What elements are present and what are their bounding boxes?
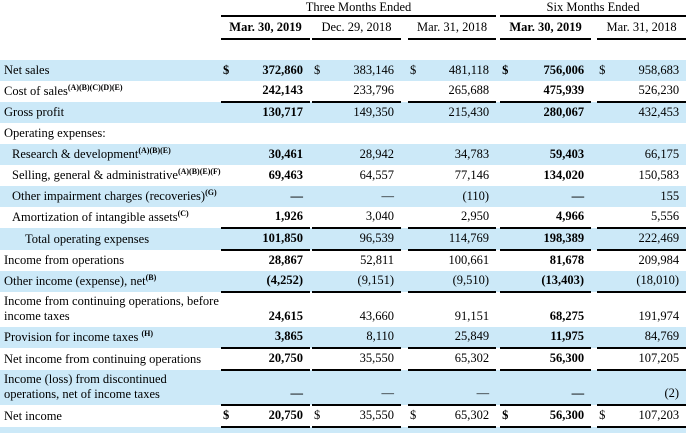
row-label: Income (loss) from discontinued operations, net of income taxes — [4, 372, 167, 401]
value-text: 130,717 — [262, 105, 303, 119]
cell-value — [500, 60, 591, 81]
column-gap — [401, 165, 408, 186]
table-row — [0, 207, 686, 228]
cell-value — [221, 207, 310, 228]
cell-value — [221, 405, 310, 427]
column-gap — [401, 16, 408, 39]
cell-value — [221, 370, 310, 405]
table-row — [0, 81, 686, 102]
table-row — [0, 228, 686, 250]
group-header-six-months: Six Months Ended — [500, 0, 686, 16]
value-text: 77,146 — [454, 168, 490, 182]
value-text: (4,252) — [266, 273, 303, 287]
cell-value — [408, 123, 496, 144]
table-row — [0, 271, 686, 292]
value-text: 150,583 — [638, 168, 680, 182]
dollar-sign: $ — [314, 408, 321, 422]
cell-value — [500, 370, 591, 405]
value-text: 65,302 — [454, 351, 490, 365]
value-text: 526,230 — [638, 83, 680, 97]
value-text: 209,984 — [638, 253, 680, 267]
cell-value — [221, 60, 310, 81]
dollar-sign: $ — [599, 63, 606, 77]
cell-value — [312, 207, 401, 228]
table-row — [0, 144, 686, 165]
cell-value — [312, 370, 401, 405]
value-text: 475,939 — [543, 83, 585, 97]
value-text: 134,020 — [543, 168, 585, 182]
corner-cell — [0, 16, 221, 39]
footnote-ref: (A)(B)(E) — [138, 145, 171, 155]
value-text: 149,350 — [353, 105, 394, 119]
column-gap — [401, 123, 408, 144]
value-text: 100,661 — [448, 253, 490, 267]
cell-value — [597, 60, 686, 81]
value-text: 432,453 — [638, 105, 680, 119]
column-gap — [401, 228, 408, 250]
value-text: — — [571, 189, 585, 203]
value-text: 52,811 — [360, 253, 394, 267]
value-text: 114,769 — [448, 231, 490, 245]
group-header-three-months: Three Months Ended — [221, 0, 496, 16]
cell-value — [597, 165, 686, 186]
value-text: 91,151 — [454, 309, 490, 323]
value-text: 81,678 — [549, 253, 585, 267]
cell-value — [597, 102, 686, 123]
cell-value — [597, 250, 686, 271]
cell-value — [500, 327, 591, 348]
value-text: — — [571, 386, 585, 400]
column-gap — [401, 405, 408, 427]
cell-value — [408, 186, 496, 207]
cell-value — [500, 228, 591, 250]
cell-value — [312, 405, 401, 427]
value-text: — — [381, 189, 394, 203]
cell-value — [312, 165, 401, 186]
cell-value — [312, 60, 401, 81]
cell-value — [500, 292, 591, 327]
cell-value — [500, 102, 591, 123]
value-text: 215,430 — [448, 105, 490, 119]
cell-value — [221, 102, 310, 123]
value-text: 65,302 — [454, 408, 490, 422]
value-text: 383,146 — [353, 63, 394, 77]
dollar-sign: $ — [410, 408, 417, 422]
dollar-sign: $ — [599, 408, 606, 422]
dollar-sign: $ — [410, 63, 417, 77]
footnote-ref: (C) — [177, 208, 189, 218]
value-text: 56,300 — [549, 351, 585, 365]
cell-value — [312, 271, 401, 292]
cell-value — [221, 165, 310, 186]
value-text: 280,067 — [543, 105, 585, 119]
value-text: 84,769 — [644, 329, 680, 343]
cell-value — [408, 405, 496, 427]
cell-value — [408, 348, 496, 370]
cell-value — [312, 292, 401, 327]
row-label: Other impairment charges (recoveries)$^{(G)}$ — [12, 187, 217, 203]
cell-value — [500, 271, 591, 292]
value-text: 198,389 — [543, 231, 585, 245]
cell-value — [408, 102, 496, 123]
cell-value — [312, 348, 401, 370]
cell-value — [408, 370, 496, 405]
footnote-ref: (B) — [145, 272, 157, 282]
dollar-sign: $ — [502, 408, 509, 422]
dollar-sign: $ — [314, 63, 321, 77]
value-text: 3,865 — [274, 329, 303, 343]
column-gap — [401, 144, 408, 165]
value-text: 1,926 — [274, 209, 303, 223]
value-text: 11,975 — [550, 329, 585, 343]
cell-value — [597, 186, 686, 207]
column-gap — [401, 271, 408, 292]
value-text: 35,550 — [359, 408, 394, 422]
cell-value — [408, 81, 496, 102]
cell-value — [500, 81, 591, 102]
footnote-ref: (H) — [141, 328, 154, 338]
table-row — [0, 60, 686, 81]
column-gap — [401, 207, 408, 228]
row-label: Total operating expenses — [25, 232, 150, 246]
row-label: Amortization of intangible assets$^{(C)}$ — [12, 208, 189, 224]
value-text: (13,403) — [541, 273, 585, 287]
value-text: 756,006 — [543, 63, 585, 77]
cell-value — [500, 186, 591, 207]
column-gap — [401, 348, 408, 370]
cell-value — [408, 292, 496, 327]
value-text: 30,461 — [268, 147, 303, 161]
value-text: 28,867 — [268, 253, 303, 267]
cell-value — [312, 123, 401, 144]
spacer-row — [0, 39, 686, 60]
value-text: 28,942 — [359, 147, 394, 161]
cell-value — [312, 327, 401, 348]
cell-value — [597, 144, 686, 165]
row-label: Selling, general & administrative$^{(A)(B)(E)(F)}$ — [12, 166, 221, 182]
bottom-stripe — [0, 427, 686, 433]
column-gap — [401, 292, 408, 327]
column-gap — [401, 370, 408, 405]
value-text: (110) — [462, 189, 490, 203]
table-row — [0, 102, 686, 123]
cell-value — [597, 123, 686, 144]
value-text: 2,950 — [460, 209, 490, 223]
column-gap — [401, 250, 408, 271]
value-text: 101,850 — [262, 231, 303, 245]
cell-value — [312, 81, 401, 102]
value-text: 222,469 — [638, 231, 680, 245]
cell-value — [221, 81, 310, 102]
row-label: Net income from continuing operations — [4, 352, 202, 366]
table-row — [0, 186, 686, 207]
value-text: — — [476, 386, 490, 400]
cell-value — [597, 271, 686, 292]
date-header-row — [0, 16, 686, 39]
table-row — [0, 405, 686, 427]
cell-value — [597, 370, 686, 405]
cell-value — [408, 207, 496, 228]
value-text: — — [290, 189, 303, 203]
column-gap — [401, 327, 408, 348]
cell-value — [312, 250, 401, 271]
value-text: 372,860 — [262, 63, 303, 77]
value-text: 34,783 — [454, 147, 490, 161]
value-text: 155 — [660, 189, 680, 203]
date-header-q2-2018: Mar. 31, 2018 — [408, 16, 496, 39]
cell-value — [221, 186, 310, 207]
cell-value — [408, 144, 496, 165]
column-gap — [401, 81, 408, 102]
value-text: 233,796 — [353, 83, 394, 97]
column-gap — [401, 186, 408, 207]
cell-value — [408, 165, 496, 186]
value-text: (9,151) — [357, 273, 394, 287]
value-text: 4,966 — [555, 209, 585, 223]
table-row — [0, 327, 686, 348]
table-row — [0, 165, 686, 186]
period-group-header-row — [0, 0, 686, 16]
value-text: 66,175 — [644, 147, 680, 161]
cell-value — [408, 228, 496, 250]
cell-value — [312, 228, 401, 250]
value-text: 107,203 — [638, 408, 680, 422]
cell-value — [597, 348, 686, 370]
value-text: 265,688 — [448, 83, 490, 97]
value-text: 59,403 — [549, 147, 585, 161]
cell-value — [500, 405, 591, 427]
date-header-q1-2019: Dec. 29, 2018 — [312, 16, 401, 39]
cell-value — [500, 348, 591, 370]
cell-value — [597, 405, 686, 427]
cell-value — [500, 165, 591, 186]
cell-value — [597, 81, 686, 102]
value-text: 64,557 — [359, 168, 394, 182]
row-label: Other income (expense), net$^{(B)}$ — [4, 272, 157, 288]
value-text: — — [290, 386, 303, 400]
row-label: Net sales — [4, 63, 50, 77]
corner-cell — [0, 0, 221, 16]
value-text: 68,275 — [549, 309, 585, 323]
value-text: 107,205 — [638, 351, 680, 365]
dollar-sign: $ — [223, 408, 230, 422]
row-label: Net income — [4, 409, 62, 423]
cell-value — [500, 144, 591, 165]
row-label: Research & development$^{(A)(B)(E)}$ — [12, 145, 171, 161]
value-text: 69,463 — [268, 168, 303, 182]
cell-value — [221, 292, 310, 327]
cell-value — [597, 207, 686, 228]
row-label: Operating expenses: — [4, 126, 106, 140]
table-row — [0, 292, 686, 327]
table-row — [0, 370, 686, 405]
footnote-ref: (G) — [205, 187, 217, 197]
dollar-sign: $ — [502, 63, 509, 77]
value-text: 20,750 — [268, 351, 303, 365]
value-text: 43,660 — [359, 309, 394, 323]
cell-value — [221, 348, 310, 370]
cell-value — [221, 144, 310, 165]
value-text: 56,300 — [549, 408, 585, 422]
table-row — [0, 123, 686, 144]
cell-value — [597, 228, 686, 250]
row-label: Provision for income taxes $^{(H)}$ — [4, 328, 154, 344]
cell-value — [597, 327, 686, 348]
value-text: (18,010) — [636, 273, 680, 287]
value-text: 24,615 — [268, 309, 303, 323]
cell-value — [408, 250, 496, 271]
cell-value — [408, 271, 496, 292]
cell-value — [312, 144, 401, 165]
cell-value — [221, 123, 310, 144]
value-text: (2) — [664, 386, 680, 400]
table-row — [0, 348, 686, 370]
row-label: Income from continuing operations, before income taxes — [4, 294, 219, 323]
value-text: 191,974 — [638, 309, 680, 323]
value-text: 242,143 — [262, 83, 303, 97]
cell-value — [500, 250, 591, 271]
value-text: 5,556 — [650, 209, 680, 223]
row-label: Income from operations — [4, 253, 125, 267]
value-text: 25,849 — [454, 329, 490, 343]
footnote-ref: (A)(B)(E)(F) — [177, 166, 221, 176]
date-header-six-months-2019: Mar. 30, 2019 — [500, 16, 591, 39]
row-label: Gross profit — [4, 105, 65, 119]
date-header-q2-2019: Mar. 30, 2019 — [221, 16, 310, 39]
value-text: 3,040 — [365, 209, 394, 223]
value-text: 35,550 — [359, 351, 394, 365]
cell-value — [221, 327, 310, 348]
cell-value — [221, 250, 310, 271]
row-label: Cost of sales$^{(A)(B)(C)(D)(E)}$ — [4, 82, 123, 98]
cell-value — [221, 228, 310, 250]
cell-value — [500, 123, 591, 144]
value-text: 20,750 — [268, 408, 303, 422]
cell-value — [408, 60, 496, 81]
value-text: 958,683 — [638, 63, 680, 77]
column-gap — [401, 60, 408, 81]
cell-value — [221, 271, 310, 292]
value-text: — — [381, 386, 394, 400]
footnote-ref: (A)(B)(C)(D)(E) — [67, 82, 123, 92]
column-gap — [401, 102, 408, 123]
cell-value — [597, 292, 686, 327]
value-text: 96,539 — [359, 231, 394, 245]
table-row — [0, 250, 686, 271]
dollar-sign: $ — [223, 63, 230, 77]
cell-value — [500, 207, 591, 228]
table-body — [0, 60, 686, 427]
date-header-six-months-2018: Mar. 31, 2018 — [597, 16, 686, 39]
cell-value — [312, 186, 401, 207]
cell-value — [312, 102, 401, 123]
value-text: (9,510) — [452, 273, 490, 287]
value-text: 481,118 — [448, 63, 490, 77]
value-text: 8,110 — [366, 329, 394, 343]
cell-value — [408, 327, 496, 348]
